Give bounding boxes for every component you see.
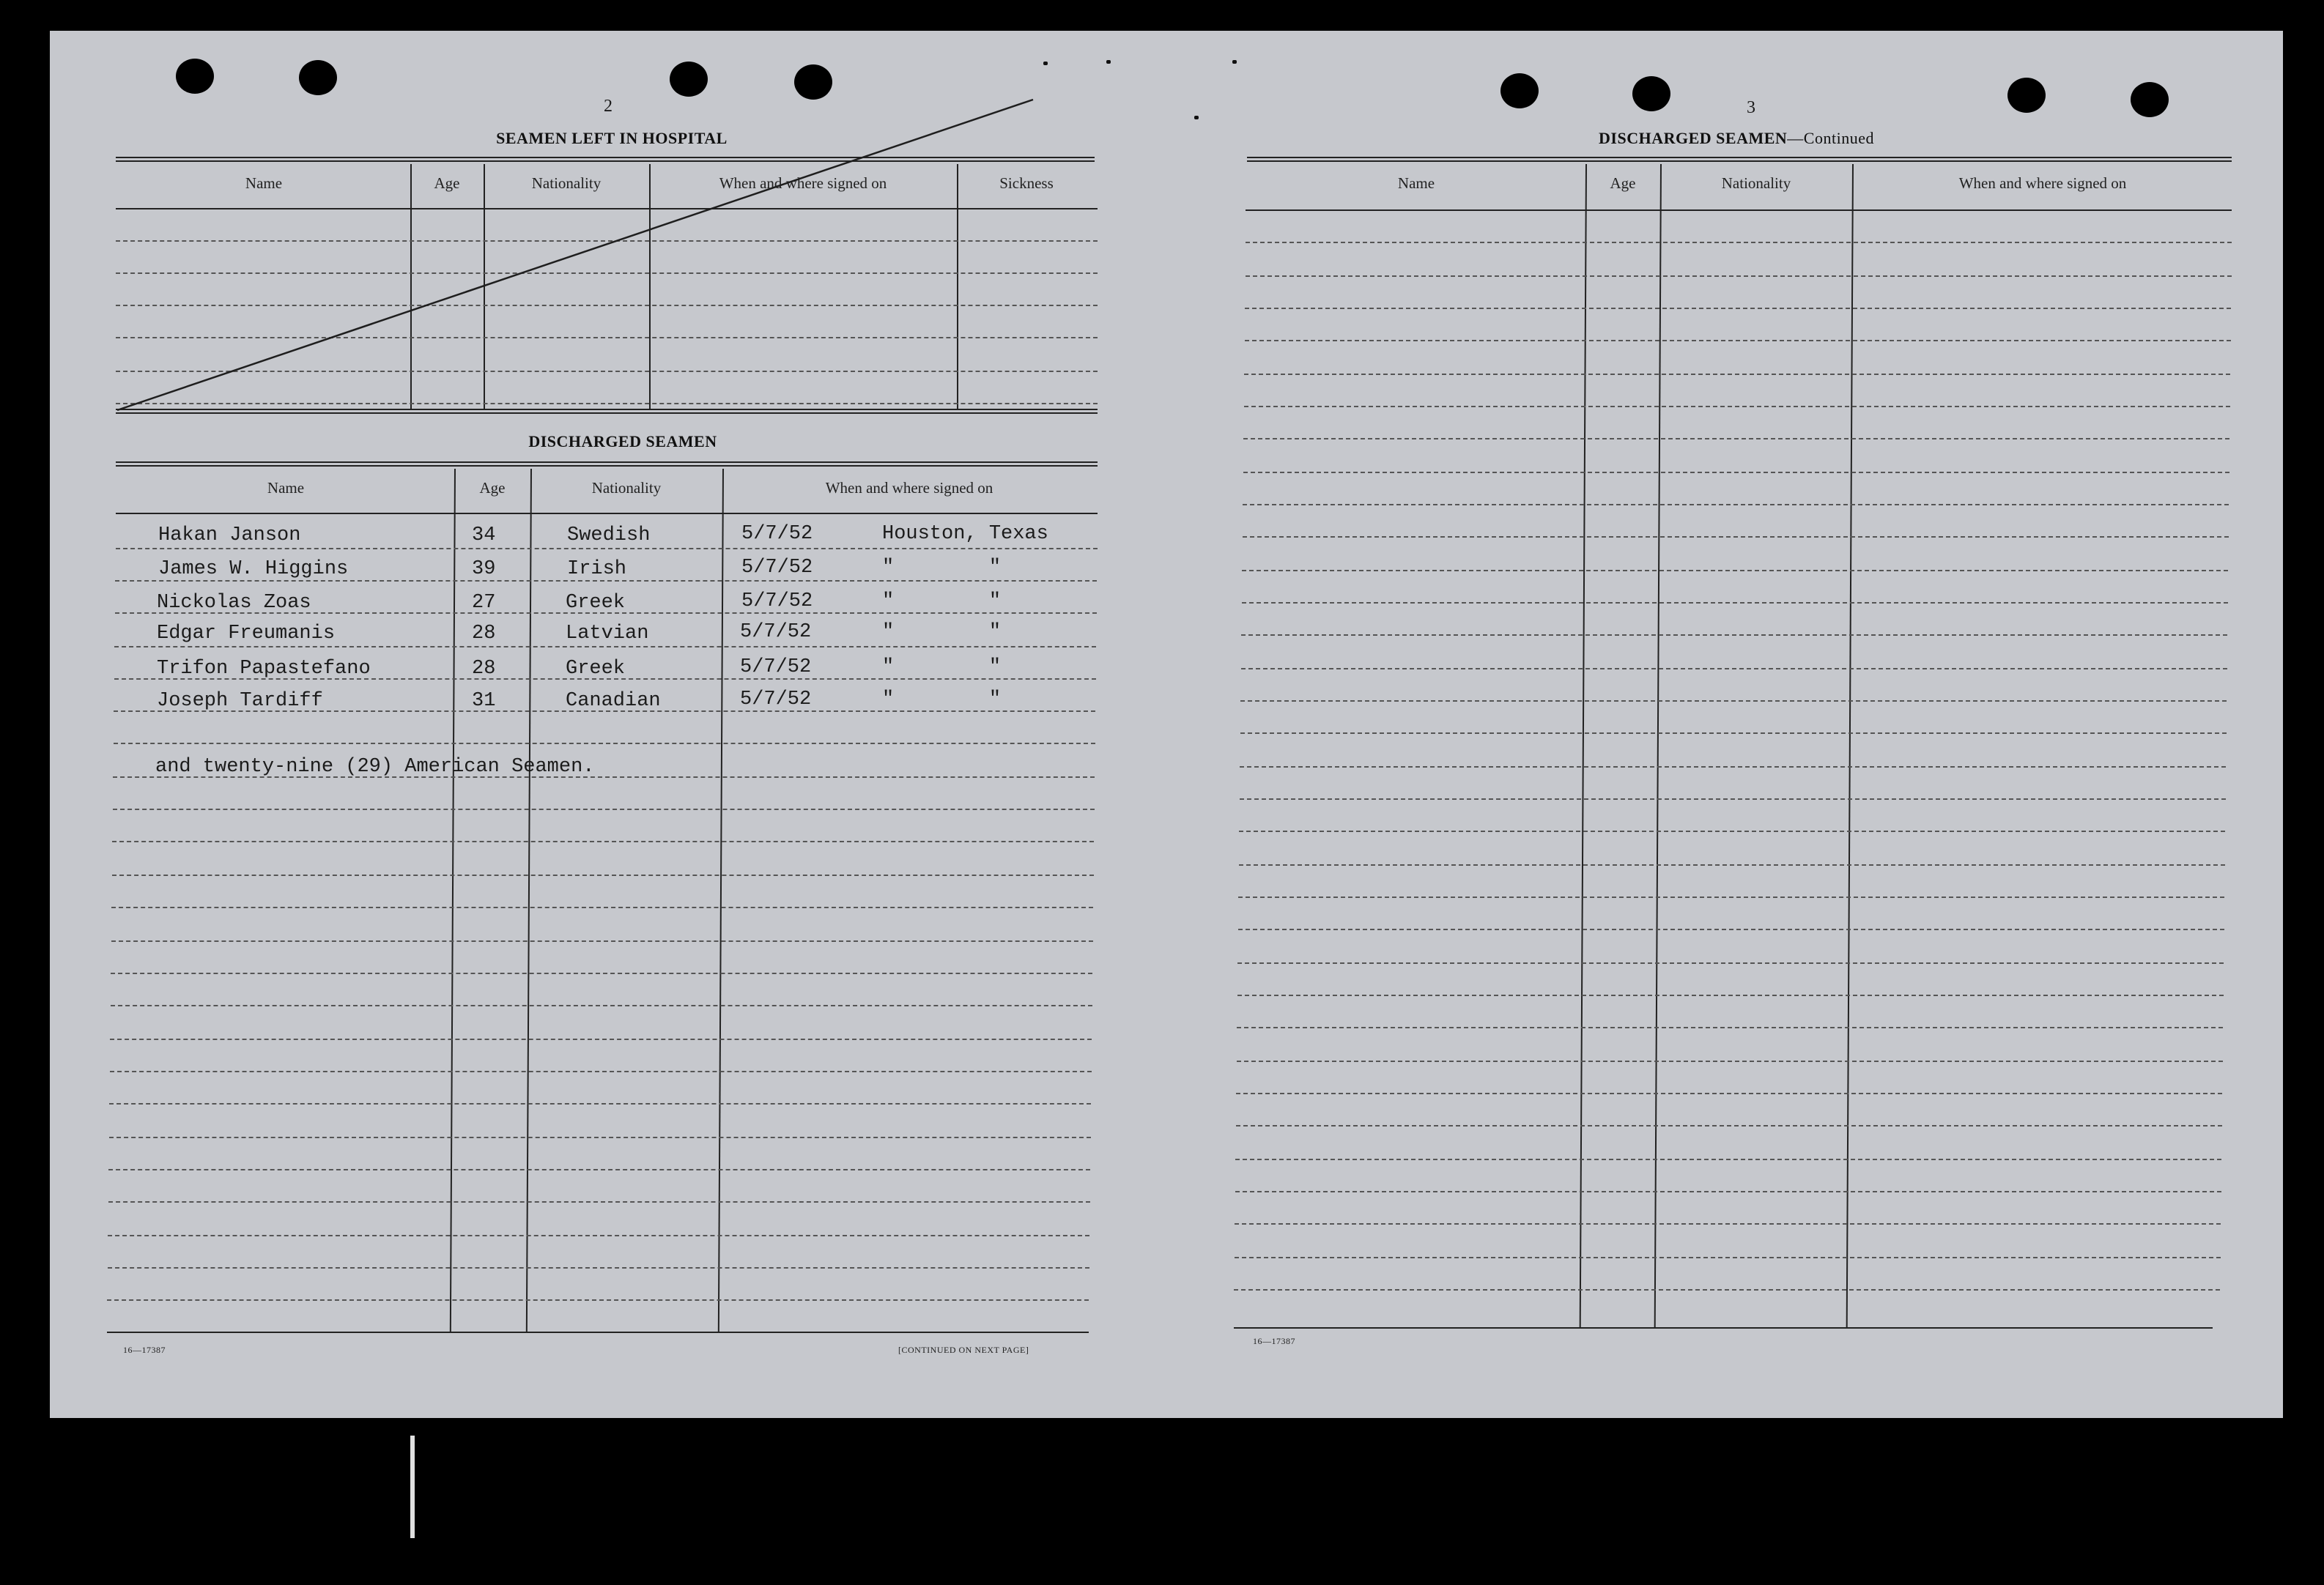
seaman-nationality: Swedish — [567, 524, 651, 546]
signed-on-place: " " — [882, 557, 1002, 579]
signed-on-place: " " — [882, 590, 1002, 612]
discharged-row-line — [114, 646, 1096, 647]
right-top-rule — [1247, 157, 2232, 162]
continued-note: [CONTINUED ON NEXT PAGE] — [898, 1345, 1029, 1355]
seaman-nationality: Irish — [567, 558, 627, 580]
right-col-nationality: Nationality — [1721, 174, 1791, 192]
discharged-col-name: Name — [267, 479, 305, 497]
discharged-bottom-rule — [107, 1332, 1089, 1333]
right-row-line — [1241, 634, 2227, 636]
right-row-line — [1242, 570, 2228, 571]
right-row-line — [1246, 275, 2232, 277]
discharged-row-line — [109, 1103, 1091, 1105]
discharged-row-line — [112, 841, 1094, 842]
right-row-line — [1239, 831, 2225, 832]
discharged-row-line — [108, 1235, 1089, 1236]
right-row-line — [1237, 962, 2224, 964]
right-row-line — [1235, 1191, 2221, 1192]
discharged-row-line — [108, 1169, 1090, 1170]
right-title-suffix: —Continued — [1787, 129, 1874, 147]
discharged-row-line — [107, 1299, 1089, 1301]
right-row-line — [1235, 1257, 2221, 1258]
signed-on-date: 5/7/52 — [741, 557, 813, 579]
right-row-line — [1243, 536, 2229, 538]
page-number-right: 3 — [1747, 98, 1755, 117]
discharged-row-line — [109, 1137, 1091, 1138]
right-row-line — [1235, 1223, 2221, 1225]
discharged-header-rule — [116, 513, 1098, 514]
signed-on-place: " " — [882, 688, 1002, 710]
signed-on-date: 5/7/52 — [741, 523, 813, 545]
american-seamen-note: and twenty-nine (29) American Seamen. — [155, 756, 595, 778]
right-row-line — [1239, 864, 2225, 866]
discharged-row-line — [111, 973, 1092, 974]
right-col-name: Name — [1397, 174, 1435, 192]
signed-on-date: 5/7/52 — [740, 621, 812, 643]
right-row-line — [1245, 308, 2231, 309]
seaman-age: 27 — [472, 592, 496, 614]
signed-on-date: 5/7/52 — [741, 590, 813, 612]
discharged-col-signed-on: When and where signed on — [825, 479, 993, 497]
right-row-line — [1237, 1027, 2223, 1028]
right-row-line — [1238, 897, 2224, 898]
signed-on-date: 5/7/52 — [740, 688, 812, 710]
form-number-left: 16—17387 — [123, 1345, 166, 1355]
right-title-main: DISCHARGED SEAMEN — [1599, 129, 1788, 147]
discharged-row-line — [110, 1071, 1092, 1072]
discharged-row-line — [113, 809, 1095, 810]
discharged-row-line — [108, 1267, 1089, 1269]
right-row-line — [1240, 798, 2226, 800]
discharged-row-line — [110, 1039, 1092, 1040]
form-number-right: 16—17387 — [1253, 1336, 1295, 1346]
seaman-name: Trifon Papastefano — [157, 658, 371, 680]
discharged-col-age: Age — [479, 479, 506, 497]
seaman-name: Hakan Janson — [158, 524, 301, 546]
seaman-name: Joseph Tardiff — [157, 690, 323, 712]
right-row-line — [1236, 1125, 2222, 1126]
right-row-line — [1241, 668, 2227, 669]
seaman-name: James W. Higgins — [158, 558, 349, 580]
right-section-title — [1524, 129, 1949, 148]
discharged-row-line — [115, 580, 1097, 582]
discharged-row-line — [114, 743, 1095, 744]
seaman-age: 34 — [472, 524, 496, 546]
right-row-line — [1235, 1159, 2221, 1160]
right-row-line — [1245, 340, 2231, 341]
right-row-line — [1238, 929, 2224, 930]
hospital-section-title: SEAMEN LEFT IN HOSPITAL — [496, 129, 728, 147]
right-row-line — [1237, 995, 2224, 996]
right-col-age: Age — [1610, 174, 1636, 192]
seaman-nationality: Greek — [566, 658, 626, 680]
right-row-line — [1234, 1289, 2220, 1291]
seaman-age: 28 — [472, 623, 496, 645]
signed-on-place: Houston, Texas — [882, 523, 1048, 545]
page-number-left: 2 — [604, 97, 613, 116]
discharged-row-line — [111, 940, 1093, 942]
right-row-line — [1240, 766, 2226, 768]
discharged-row-line — [111, 907, 1093, 908]
right-row-line — [1243, 438, 2229, 439]
right-row-line — [1242, 602, 2228, 604]
hospital-col-name: Name — [245, 174, 283, 192]
seaman-age: 31 — [472, 690, 496, 712]
seaman-age: 28 — [472, 658, 496, 680]
signed-on-place: " " — [882, 656, 1002, 678]
right-row-line — [1236, 1093, 2222, 1094]
right-row-line — [1240, 700, 2227, 702]
right-row-line — [1244, 374, 2230, 375]
seaman-age: 39 — [472, 558, 496, 580]
right-row-line — [1240, 732, 2227, 734]
seaman-nationality: Greek — [566, 592, 626, 614]
discharged-row-line — [112, 875, 1094, 876]
discharged-row-line — [111, 1005, 1092, 1006]
seaman-nationality: Canadian — [566, 690, 661, 712]
seaman-name: Edgar Freumanis — [157, 623, 336, 645]
discharged-row-line — [108, 1201, 1090, 1203]
hospital-col-age: Age — [434, 174, 460, 192]
right-row-line — [1243, 472, 2229, 473]
hospital-col-signed-on: When and where signed on — [719, 174, 887, 192]
discharged-row-line — [116, 548, 1098, 549]
seaman-nationality: Latvian — [566, 623, 649, 645]
right-col-signed-on: When and where signed on — [1958, 174, 2127, 192]
right-row-line — [1244, 406, 2230, 407]
discharged-col-nationality: Nationality — [591, 479, 662, 497]
right-bottom-rule — [1234, 1327, 2213, 1329]
hospital-col-sickness: Sickness — [999, 174, 1054, 192]
right-row-line — [1243, 504, 2229, 505]
right-row-line — [1237, 1061, 2223, 1062]
seaman-name: Nickolas Zoas — [157, 592, 311, 614]
signed-on-date: 5/7/52 — [740, 656, 812, 678]
hospital-col-nationality: Nationality — [531, 174, 602, 192]
right-header-rule — [1246, 209, 2232, 211]
right-row-line — [1246, 242, 2232, 243]
discharged-section-title: DISCHARGED SEAMEN — [528, 432, 717, 450]
discharged-top-rule — [116, 461, 1098, 467]
signed-on-place: " " — [882, 621, 1002, 643]
